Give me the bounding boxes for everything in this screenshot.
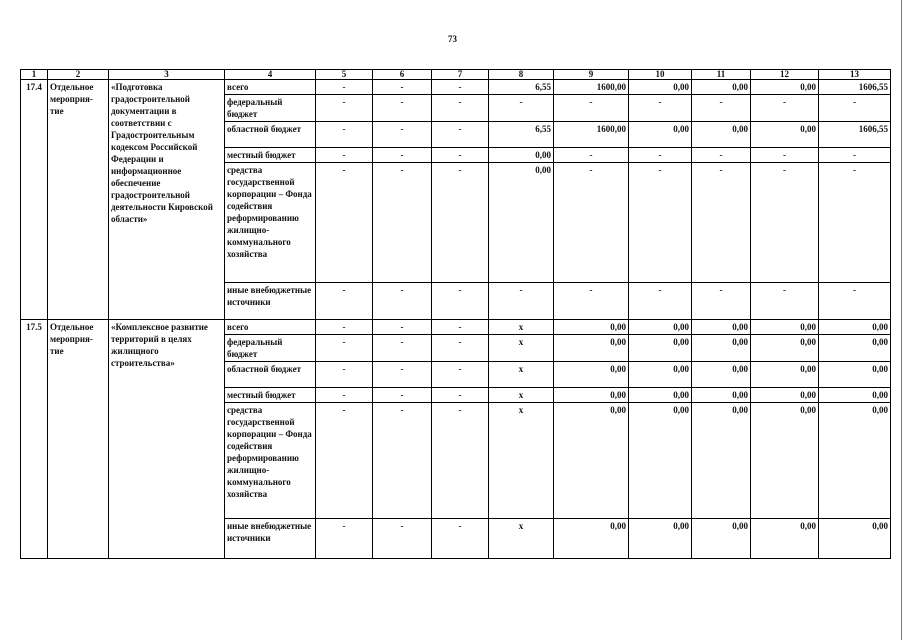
- funding-source-label: всего: [225, 320, 316, 335]
- value-cell: -: [751, 148, 819, 163]
- value-cell: 0,00: [692, 335, 751, 362]
- value-cell: -: [751, 163, 819, 283]
- value-cell: 0,00: [489, 163, 554, 283]
- value-cell: -: [432, 148, 489, 163]
- value-cell: -: [554, 283, 629, 320]
- funding-source-label: местный бюджет: [225, 148, 316, 163]
- value-cell: -: [432, 519, 489, 559]
- value-cell: 0,00: [692, 403, 751, 519]
- value-cell: 0,00: [554, 335, 629, 362]
- measure-type: Отдельное мероприя-тие: [48, 80, 109, 320]
- value-cell: -: [373, 283, 432, 320]
- value-cell: -: [432, 80, 489, 95]
- value-cell: -: [489, 283, 554, 320]
- value-cell: -: [316, 122, 373, 148]
- value-cell: -: [316, 80, 373, 95]
- value-cell: 6,55: [489, 122, 554, 148]
- column-header: 13: [819, 70, 891, 80]
- value-cell: -: [629, 163, 692, 283]
- measure-type: Отдельное мероприя-тие: [48, 320, 109, 559]
- value-cell: -: [373, 80, 432, 95]
- value-cell: 0,00: [554, 362, 629, 388]
- value-cell: -: [316, 362, 373, 388]
- value-cell: -: [692, 283, 751, 320]
- funding-source-label: иные внебюджетные источники: [225, 283, 316, 320]
- value-cell: -: [432, 283, 489, 320]
- value-cell: x: [489, 320, 554, 335]
- value-cell: -: [751, 283, 819, 320]
- value-cell: 0,00: [554, 403, 629, 519]
- value-cell: -: [373, 320, 432, 335]
- column-header: 4: [225, 70, 316, 80]
- value-cell: -: [432, 388, 489, 403]
- value-cell: -: [316, 283, 373, 320]
- value-cell: -: [554, 163, 629, 283]
- value-cell: -: [629, 283, 692, 320]
- funding-source-label: средства государственной корпорации – Фонда содействия реформированию жилищно-коммунального хозяйства: [225, 403, 316, 519]
- column-header: 3: [109, 70, 225, 80]
- value-cell: 0,00: [819, 519, 891, 559]
- value-cell: -: [819, 148, 891, 163]
- value-cell: 0,00: [692, 122, 751, 148]
- scan-edge-line: [901, 0, 902, 640]
- table-row: [21, 320, 891, 335]
- value-cell: -: [432, 403, 489, 519]
- value-cell: 1606,55: [819, 122, 891, 148]
- value-cell: -: [432, 163, 489, 283]
- value-cell: -: [373, 403, 432, 519]
- value-cell: -: [692, 163, 751, 283]
- value-cell: 0,00: [819, 362, 891, 388]
- value-cell: 0,00: [692, 362, 751, 388]
- value-cell: -: [629, 148, 692, 163]
- value-cell: 0,00: [751, 403, 819, 519]
- value-cell: -: [432, 362, 489, 388]
- value-cell: -: [316, 163, 373, 283]
- value-cell: -: [316, 335, 373, 362]
- value-cell: -: [432, 335, 489, 362]
- value-cell: 0,00: [751, 335, 819, 362]
- value-cell: -: [692, 148, 751, 163]
- budget-table: [20, 69, 891, 559]
- value-cell: 0,00: [629, 519, 692, 559]
- value-cell: 0,00: [692, 519, 751, 559]
- table-body: [21, 70, 891, 559]
- value-cell: -: [692, 95, 751, 122]
- value-cell: -: [819, 283, 891, 320]
- value-cell: -: [316, 519, 373, 559]
- column-header: 8: [489, 70, 554, 80]
- value-cell: -: [432, 95, 489, 122]
- column-header: 2: [48, 70, 109, 80]
- value-cell: 0,00: [819, 403, 891, 519]
- value-cell: -: [373, 388, 432, 403]
- value-cell: -: [489, 95, 554, 122]
- value-cell: 0,00: [751, 519, 819, 559]
- value-cell: -: [373, 148, 432, 163]
- value-cell: 0,00: [489, 148, 554, 163]
- value-cell: -: [316, 388, 373, 403]
- page-number: 73: [448, 34, 457, 44]
- value-cell: 0,00: [819, 320, 891, 335]
- value-cell: -: [554, 95, 629, 122]
- value-cell: -: [432, 320, 489, 335]
- value-cell: x: [489, 519, 554, 559]
- value-cell: x: [489, 388, 554, 403]
- value-cell: -: [819, 163, 891, 283]
- value-cell: 0,00: [751, 320, 819, 335]
- value-cell: 0,00: [629, 80, 692, 95]
- value-cell: 0,00: [819, 335, 891, 362]
- column-header: 7: [432, 70, 489, 80]
- value-cell: 1600,00: [554, 122, 629, 148]
- funding-source-label: областной бюджет: [225, 362, 316, 388]
- value-cell: 0,00: [629, 320, 692, 335]
- value-cell: 0,00: [629, 388, 692, 403]
- measure-name: «Подготовка градостроительной документации в соответствии с Градостроительным кодексом Российской Федерации и информационное обеспечение градостроительной деятельности Кировской области»: [109, 80, 225, 320]
- value-cell: x: [489, 403, 554, 519]
- value-cell: -: [554, 148, 629, 163]
- header-row: [21, 70, 891, 80]
- value-cell: -: [316, 148, 373, 163]
- value-cell: 0,00: [554, 519, 629, 559]
- funding-source-label: областной бюджет: [225, 122, 316, 148]
- row-number: 17.5: [21, 320, 48, 559]
- funding-source-label: средства государственной корпорации – Фонда содействия реформированию жилищно-коммунального хозяйства: [225, 163, 316, 283]
- column-header: 10: [629, 70, 692, 80]
- value-cell: -: [316, 403, 373, 519]
- value-cell: -: [373, 519, 432, 559]
- value-cell: 0,00: [751, 388, 819, 403]
- value-cell: -: [373, 362, 432, 388]
- value-cell: -: [316, 320, 373, 335]
- column-header: 1: [21, 70, 48, 80]
- value-cell: 0,00: [751, 362, 819, 388]
- value-cell: 0,00: [629, 335, 692, 362]
- value-cell: -: [751, 95, 819, 122]
- column-header: 9: [554, 70, 629, 80]
- value-cell: -: [373, 122, 432, 148]
- column-header: 12: [751, 70, 819, 80]
- value-cell: 0,00: [692, 80, 751, 95]
- funding-source-label: иные внебюджетные источники: [225, 519, 316, 559]
- table-row: [21, 80, 891, 95]
- row-number: 17.4: [21, 80, 48, 320]
- value-cell: 0,00: [751, 122, 819, 148]
- value-cell: -: [373, 335, 432, 362]
- value-cell: 0,00: [629, 362, 692, 388]
- value-cell: 0,00: [819, 388, 891, 403]
- value-cell: 0,00: [554, 320, 629, 335]
- column-header: 5: [316, 70, 373, 80]
- funding-source-label: всего: [225, 80, 316, 95]
- value-cell: -: [819, 95, 891, 122]
- funding-source-label: федеральный бюджет: [225, 335, 316, 362]
- value-cell: 6,55: [489, 80, 554, 95]
- value-cell: 0,00: [629, 122, 692, 148]
- value-cell: 0,00: [554, 388, 629, 403]
- value-cell: -: [629, 95, 692, 122]
- value-cell: 1600,00: [554, 80, 629, 95]
- value-cell: 1606,55: [819, 80, 891, 95]
- value-cell: x: [489, 362, 554, 388]
- column-header: 11: [692, 70, 751, 80]
- value-cell: 0,00: [692, 388, 751, 403]
- column-header: 6: [373, 70, 432, 80]
- value-cell: -: [432, 122, 489, 148]
- value-cell: -: [316, 95, 373, 122]
- value-cell: -: [373, 95, 432, 122]
- value-cell: 0,00: [629, 403, 692, 519]
- value-cell: -: [373, 163, 432, 283]
- measure-name: «Комплексное развитие территорий в целях жилищного строительства»: [109, 320, 225, 559]
- funding-source-label: местный бюджет: [225, 388, 316, 403]
- value-cell: x: [489, 335, 554, 362]
- value-cell: 0,00: [751, 80, 819, 95]
- funding-source-label: федеральный бюджет: [225, 95, 316, 122]
- value-cell: 0,00: [692, 320, 751, 335]
